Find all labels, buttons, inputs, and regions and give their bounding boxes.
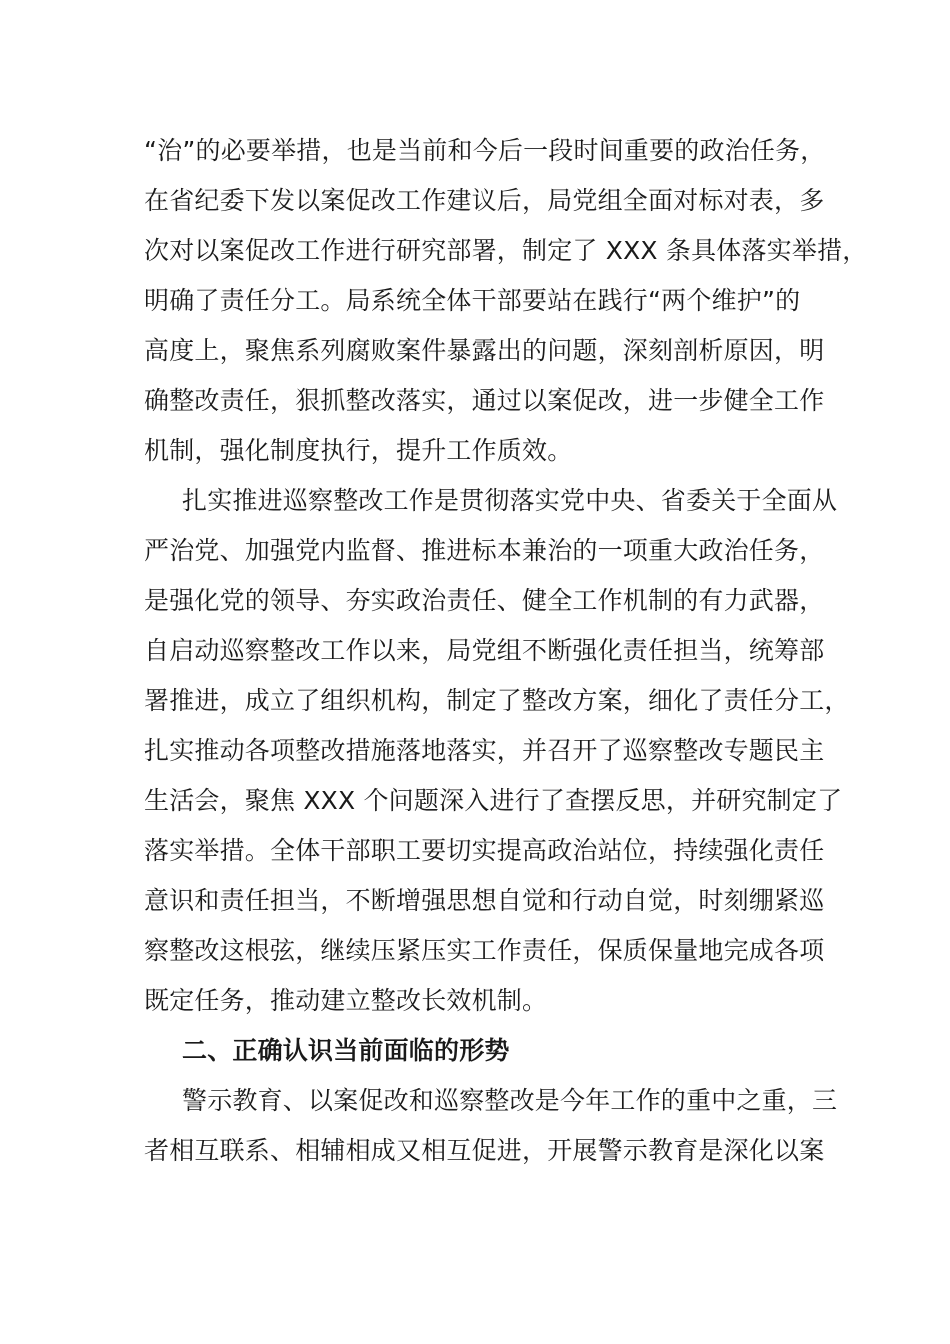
text-line: 是强化党的领导、夯实政治责任、健全工作机制的有力武器， [144, 586, 825, 615]
text-line: 次对以案促改工作进行研究部署，制定了 XXX 条具体落实举措， [144, 236, 868, 265]
text-line: “治”的必要举措，也是当前和今后一段时间重要的政治任务， [144, 136, 826, 165]
document-body [144, 126, 868, 1176]
text-line: 机制，强化制度执行，提升工作质效。 [144, 436, 573, 465]
text-line: 既定任务，推动建立整改长效机制。 [144, 986, 548, 1015]
text-line: 署推进，成立了组织机构，制定了整改方案，细化了责任分工， [144, 686, 850, 715]
text-line: 扎实推动各项整改措施落地落实，并召开了巡察整改专题民主 [144, 736, 825, 765]
text-line: 高度上，聚焦系列腐败案件暴露出的问题，深刻剖析原因，明 [144, 336, 825, 365]
text-line: 者相互联系、相辅相成又相互促进，开展警示教育是深化以案 [144, 1136, 825, 1165]
text-line: 自启动巡察整改工作以来，局党组不断强化责任担当，统筹部 [144, 636, 825, 665]
text-line: 察整改这根弦，继续压紧压实工作责任，保质保量地完成各项 [144, 936, 825, 965]
section-heading: 二、正确认识当前面临的形势 [182, 1036, 510, 1065]
text-line: 明确了责任分工。局系统全体干部要站在践行“两个维护”的 [144, 286, 801, 315]
text-line: 意识和责任担当，不断增强思想自觉和行动自觉，时刻绷紧巡 [144, 886, 825, 915]
text-line: 落实举措。全体干部职工要切实提高政治站位，持续强化责任 [144, 836, 825, 865]
paragraph-start-line: 警示教育、以案促改和巡察整改是今年工作的重中之重，三 [182, 1086, 838, 1115]
paragraph-start-line: 扎实推进巡察整改工作是贯彻落实党中央、省委关于全面从 [182, 486, 838, 515]
text-line: 在省纪委下发以案促改工作建议后，局党组全面对标对表，多 [144, 186, 825, 215]
text-line: 严治党、加强党内监督、推进标本兼治的一项重大政治任务， [144, 536, 825, 565]
text-line: 生活会，聚焦 XXX 个问题深入进行了查摆反思，并研究制定了 [144, 786, 843, 815]
text-line: 确整改责任，狠抓整改落实，通过以案促改，进一步健全工作 [144, 386, 825, 415]
